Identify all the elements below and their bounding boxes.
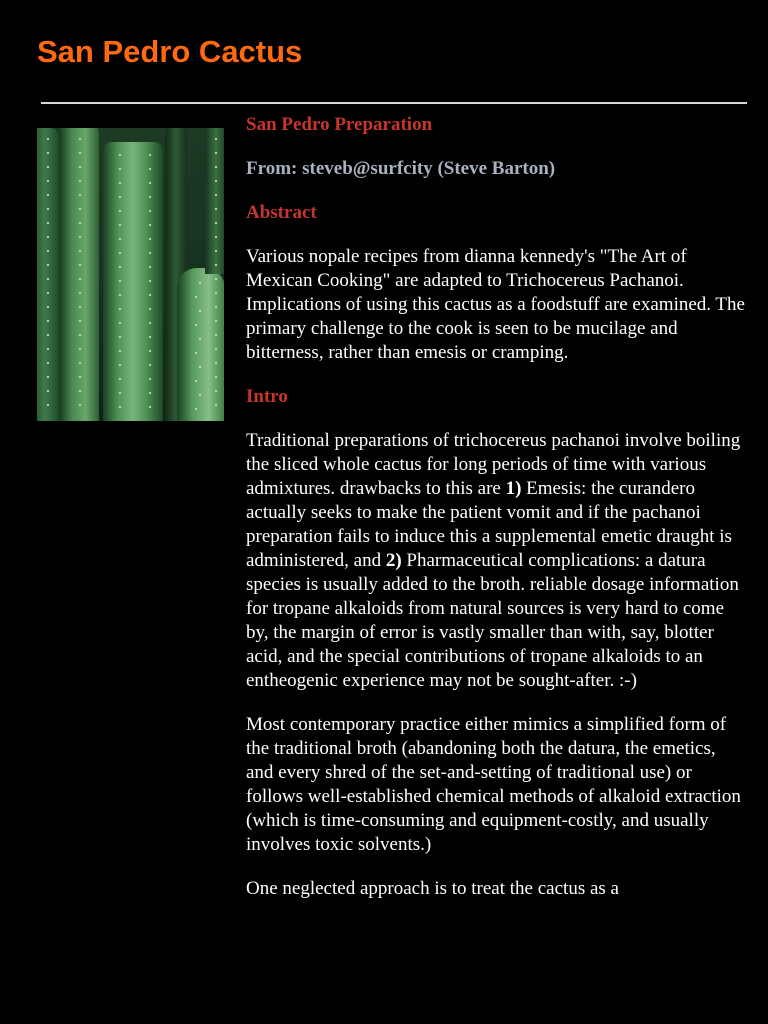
cactus-spine (215, 306, 217, 308)
cactus-spine (149, 322, 151, 324)
cactus-spine (199, 366, 201, 368)
cactus-spine (47, 278, 49, 280)
cactus-spine (47, 180, 49, 182)
cactus-spine (79, 306, 81, 308)
cactus-spine (119, 154, 121, 156)
cactus-spine (79, 278, 81, 280)
cactus-column (205, 128, 224, 274)
cactus-spine (79, 320, 81, 322)
cactus-spine (149, 238, 151, 240)
cactus-spine (79, 334, 81, 336)
cactus-spine (215, 138, 217, 140)
cactus-spine (79, 222, 81, 224)
cactus-spine (79, 390, 81, 392)
cactus-spine (149, 406, 151, 408)
intro-heading: Intro (246, 386, 288, 407)
cactus-spine (79, 348, 81, 350)
cactus-spine (79, 362, 81, 364)
cactus-spine (215, 376, 217, 378)
cactus-spine (119, 322, 121, 324)
intro-text-part: Pharmaceutical complications: a datura species is usually added to the broth. reliable dosage information for tropane alkaloids from natural sources is very hard to come by, the margin of error is vastly smaller than with, say, blotter acid, and the special contributions of tropane alkaloids to an entheogenic experience may not be sought-after. :-) (246, 550, 739, 691)
cactus-spine (47, 264, 49, 266)
cactus-spine (119, 168, 121, 170)
cactus-spine (119, 378, 121, 380)
cactus-spine (47, 348, 49, 350)
cactus-spine (215, 194, 217, 196)
cactus-spine (215, 222, 217, 224)
cactus-spine (215, 250, 217, 252)
cactus-spine (215, 208, 217, 210)
cactus-spine (149, 154, 151, 156)
cactus-spine (215, 348, 217, 350)
cactus-spine (119, 392, 121, 394)
cactus-spine (199, 394, 201, 396)
cactus-spine (199, 338, 201, 340)
cactus-photo (37, 128, 224, 421)
cactus-spine (215, 320, 217, 322)
cactus-spine (119, 294, 121, 296)
intro-text-part: Traditional preparations of trichocereus pachanoi involve boiling the sliced whole cactus for long periods of time with various admixtures. drawbacks to this are (246, 430, 741, 499)
cactus-spine (119, 364, 121, 366)
cactus-spine (195, 296, 197, 298)
cactus-spine (47, 236, 49, 238)
cactus-spine (149, 294, 151, 296)
cactus-spine (79, 376, 81, 378)
abstract-heading: Abstract (246, 202, 317, 223)
cactus-spine (119, 266, 121, 268)
cactus-spine (195, 352, 197, 354)
cactus-spine (119, 406, 121, 408)
cactus-spine (47, 138, 49, 140)
cactus-spine (79, 264, 81, 266)
cactus-spine (47, 166, 49, 168)
cactus-spine (79, 208, 81, 210)
intro-paragraph-3: One neglected approach is to treat the cactus as a (246, 878, 619, 899)
cactus-spine (47, 194, 49, 196)
cactus-spine (119, 210, 121, 212)
cactus-spine (195, 408, 197, 410)
abstract-paragraph: Various nopale recipes from dianna kennedy's "The Art of Mexican Cooking" are adapted to Trichocereus Pachanoi. Implications of using this cactus as a foodstuff are examined. The primary challenge to the cook is seen to be mucilage and bitterness, rather than emesis or cramping. (246, 246, 745, 363)
cactus-spine (47, 376, 49, 378)
cactus-spine (149, 280, 151, 282)
cactus-spine (47, 222, 49, 224)
article-author: From: steveb@surfcity (Steve Barton) (246, 158, 556, 179)
cactus-spine (79, 138, 81, 140)
cactus-spine (79, 404, 81, 406)
cactus-spine (149, 378, 151, 380)
cactus-spine (119, 252, 121, 254)
cactus-spine (47, 390, 49, 392)
cactus-spine (47, 208, 49, 210)
cactus-spine (47, 250, 49, 252)
cactus-spine (215, 152, 217, 154)
cactus-spine (149, 336, 151, 338)
cactus-spine (149, 364, 151, 366)
cactus-spine (215, 404, 217, 406)
cactus-spine (199, 310, 201, 312)
intro-paragraph-1 (246, 429, 746, 693)
cactus-spine (119, 308, 121, 310)
cactus-spine (47, 306, 49, 308)
cactus-spine (215, 390, 217, 392)
cactus-spine (215, 292, 217, 294)
cactus-spine (215, 278, 217, 280)
cactus-spine (119, 238, 121, 240)
cactus-spine (47, 152, 49, 154)
cactus-spine (215, 362, 217, 364)
cactus-spine (215, 236, 217, 238)
cactus-spine (215, 334, 217, 336)
cactus-spine (199, 282, 201, 284)
cactus-spine (215, 180, 217, 182)
cactus-spine (47, 362, 49, 364)
article-heading: San Pedro Preparation (246, 114, 433, 135)
cactus-spine (149, 308, 151, 310)
cactus-spine (149, 392, 151, 394)
cactus-spine (79, 250, 81, 252)
cactus-spine (47, 404, 49, 406)
cactus-spine (119, 196, 121, 198)
cactus-spine (79, 180, 81, 182)
cactus-spine (47, 320, 49, 322)
cactus-spine (149, 196, 151, 198)
article-body (246, 113, 746, 921)
cactus-column (103, 142, 163, 421)
cactus-spine (119, 336, 121, 338)
cactus-spine (119, 224, 121, 226)
intro-paragraph-2: Most contemporary practice either mimics a simplified form of the traditional broth (abandoning both the datura, the emetics, and every shred of the set-and-setting of traditional use) or follows well-established chemical methods of alkaloid extraction (which is time-consuming and equipment-costly, and usually involves toxic solvents.) (246, 714, 741, 855)
cactus-spine (149, 182, 151, 184)
cactus-spine (215, 264, 217, 266)
intro-text-part: Emesis: the curandero actually seeks to make the patient vomit and if the pachanoi preparation fails to induce this a supplemental emetic draught is administered, and (246, 478, 732, 571)
cactus-spine (149, 210, 151, 212)
cactus-spine (149, 168, 151, 170)
cactus-spine (79, 292, 81, 294)
cactus-spine (149, 350, 151, 352)
cactus-spine (79, 166, 81, 168)
cactus-spine (47, 334, 49, 336)
page-title: San Pedro Cactus (37, 34, 303, 69)
cactus-spine (79, 236, 81, 238)
cactus-spine (149, 224, 151, 226)
cactus-spine (215, 166, 217, 168)
cactus-spine (47, 292, 49, 294)
cactus-spine (195, 324, 197, 326)
cactus-spine (119, 182, 121, 184)
cactus-spine (79, 194, 81, 196)
cactus-spine (79, 152, 81, 154)
cactus-spine (119, 350, 121, 352)
cactus-column (177, 268, 224, 421)
list-number: 1) (505, 478, 522, 499)
list-number: 2) (385, 550, 402, 571)
cactus-spine (149, 266, 151, 268)
cactus-spine (119, 280, 121, 282)
cactus-spine (195, 380, 197, 382)
horizontal-divider (41, 102, 747, 104)
cactus-spine (149, 252, 151, 254)
